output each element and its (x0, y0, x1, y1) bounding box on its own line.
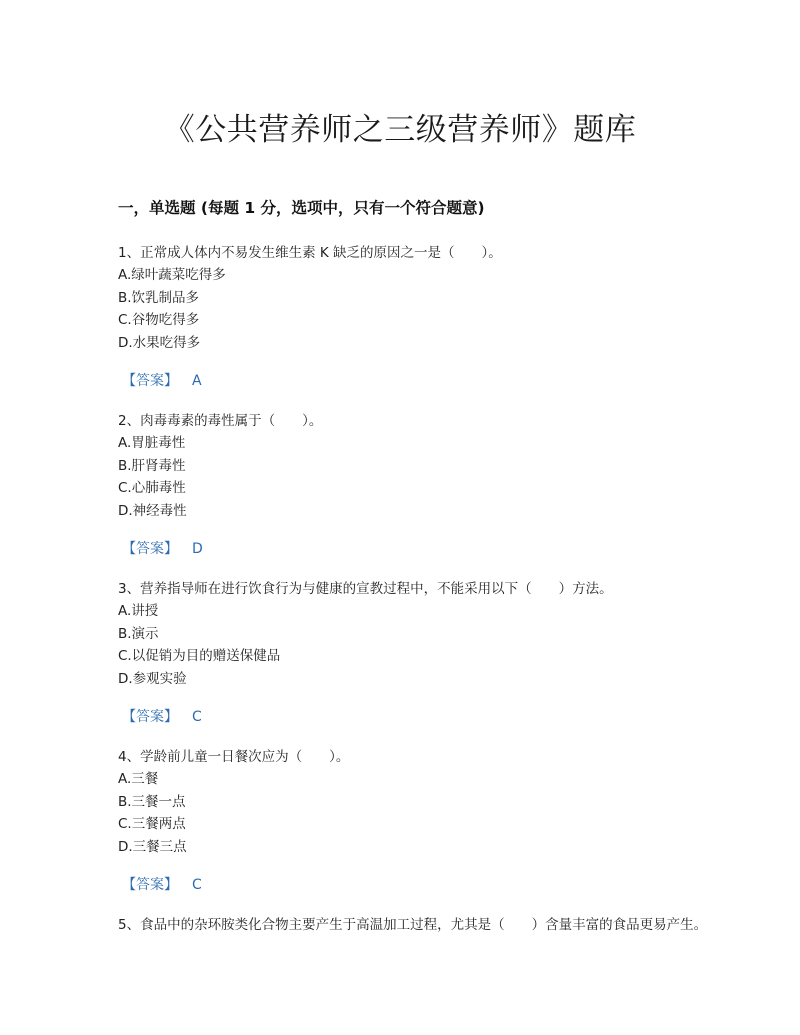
option-d: D.三餐三点 (118, 838, 187, 855)
option-a: A.讲授 (118, 603, 159, 619)
option-c: C.以促销为目的赠送保健品 (118, 648, 281, 664)
question-1 (118, 242, 718, 392)
answer-value: D (192, 541, 203, 557)
answer-value: C (192, 709, 202, 725)
option-c: C.谷物吃得多 (118, 312, 200, 328)
option-a: A.胃脏毒性 (118, 435, 186, 451)
answer-label: 【答案】 (122, 709, 178, 725)
answer-line (122, 874, 718, 896)
answer-label: 【答案】 (122, 373, 178, 389)
question-text: 4、学龄前儿童一日餐次应为（ ）。 (118, 749, 350, 765)
question-5 (118, 914, 718, 936)
section-heading: 一，单选题 (每题 1 分，选项中，只有一个符合题意) (118, 199, 485, 217)
answer-line (122, 538, 718, 560)
option-a: A.三餐 (118, 771, 159, 787)
question-4 (118, 746, 718, 896)
question-text: 2、肉毒毒素的毒性属于（ ）。 (118, 413, 323, 429)
option-d: D.参观实验 (118, 670, 187, 687)
option-b: B.饮乳制品多 (118, 289, 200, 306)
answer-value: A (192, 373, 202, 389)
answer-value: C (192, 877, 202, 893)
question-text: 1、正常成人体内不易发生维生素 K 缺乏的原因之一是（ ）。 (118, 245, 502, 261)
question-2 (118, 410, 718, 560)
answer-label: 【答案】 (122, 541, 178, 557)
answer-label: 【答案】 (122, 877, 178, 893)
option-d: D.神经毒性 (118, 502, 187, 519)
question-list (118, 242, 718, 954)
question-3 (118, 578, 718, 728)
option-b: B.演示 (118, 625, 159, 642)
option-b: B.肝肾毒性 (118, 457, 186, 474)
option-c: C.三餐两点 (118, 816, 186, 832)
document-title: 《公共营养师之三级营养师》题库 (163, 112, 637, 148)
option-b: B.三餐一点 (118, 793, 186, 810)
option-d: D.水果吃得多 (118, 334, 201, 351)
question-text: 5、食品中的杂环胺类化合物主要产生于高温加工过程，尤其是（ ）含量丰富的食品更易产生。 (118, 917, 708, 933)
answer-line (122, 370, 718, 392)
option-a: A.绿叶蔬菜吃得多 (118, 267, 226, 283)
answer-line (122, 706, 718, 728)
option-c: C.心肺毒性 (118, 480, 186, 496)
question-text: 3、营养指导师在进行饮食行为与健康的宣教过程中，不能采用以下（ ）方法。 (118, 581, 613, 597)
